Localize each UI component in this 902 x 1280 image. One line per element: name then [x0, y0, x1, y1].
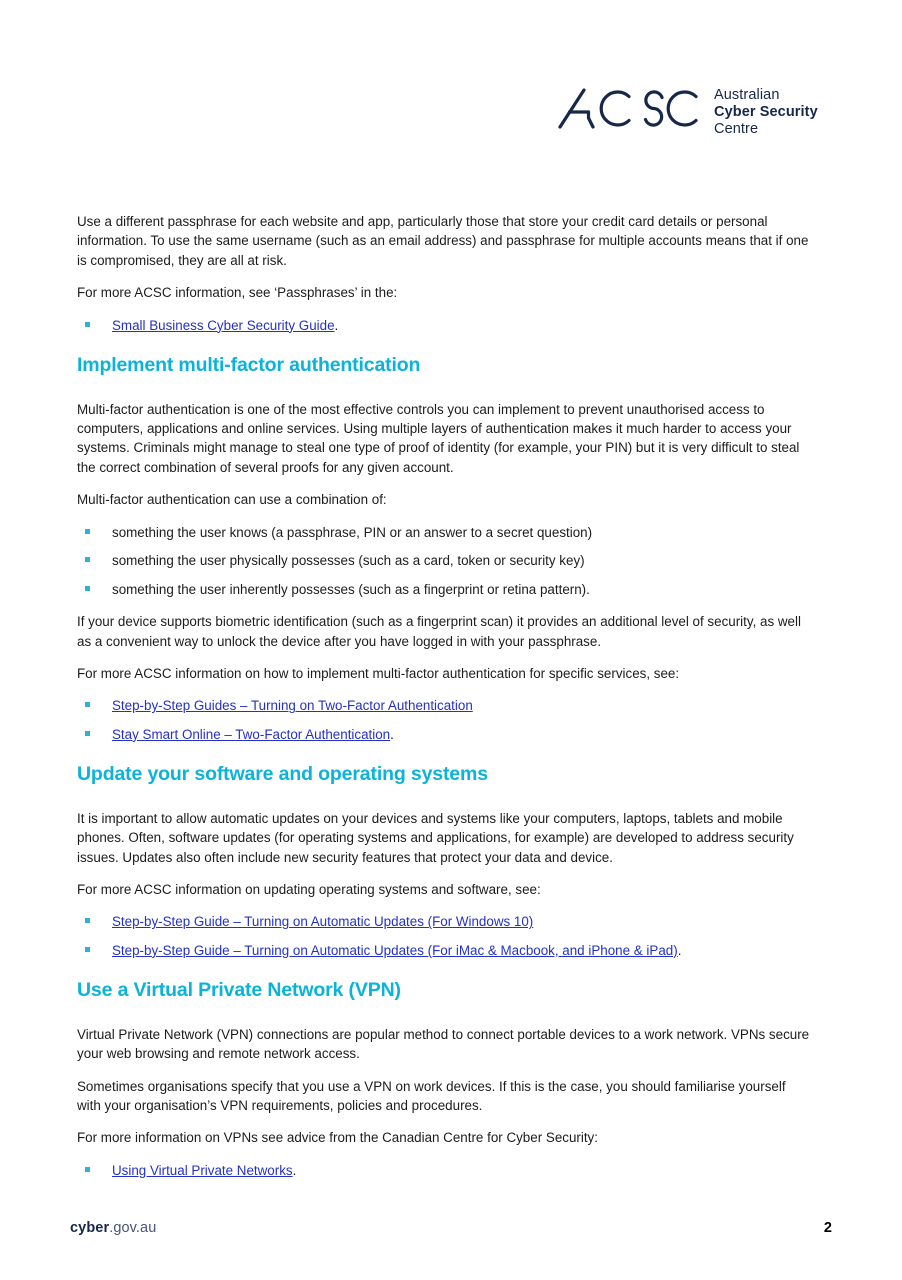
heading-update-software: Update your software and operating systems: [77, 763, 488, 786]
list-item: [77, 551, 810, 570]
list-item: [77, 696, 810, 715]
page-footer: [70, 1220, 832, 1236]
updates-paragraph-2: For more ACSC information on updating operating systems and software, see:: [77, 881, 541, 897]
list-item: [77, 912, 810, 931]
updates-paragraph-1: It is important to allow automatic updates on your devices and systems like your computers, laptops, tablets and mobile phones. Often, software updates (for operating systems and applications, for example) are developed to address security issues. Updates also often include new security features that protect your data and device.: [77, 810, 794, 865]
link-stay-smart-online-two-factor[interactable]: Stay Smart Online – Two-Factor Authentication: [112, 726, 391, 742]
bullet-square-icon: [85, 702, 90, 707]
document-body: [77, 212, 810, 1193]
list-item: [77, 725, 810, 744]
link-using-virtual-private-networks[interactable]: Using Virtual Private Networks: [112, 1162, 293, 1178]
link-step-by-step-guides-two-factor[interactable]: Step-by-Step Guides – Turning on Two-Factor Authentication: [112, 698, 473, 714]
acsc-logo: [552, 86, 818, 138]
footer-brand: [70, 1220, 156, 1236]
link-suffix: .: [677, 942, 682, 958]
mfa-factor-list: [77, 523, 810, 599]
list-item: [77, 580, 810, 599]
page-number: 2: [823, 1220, 832, 1236]
list-item-label: something the user physically possesses (such as a card, token or security key): [112, 553, 585, 569]
link-automatic-updates-windows[interactable]: Step-by-Step Guide – Turning on Automatic Updates (For Windows 10): [112, 914, 534, 930]
vpn-link-list: [77, 1161, 810, 1180]
mfa-paragraph-1: Multi-factor authentication is one of the most effective controls you can implement to prevent unauthorised access to computers, applications and online services. Using multiple layers of authentication makes it much harder to access your systems. Criminals might manage to steal one type of proof of identity (for example, your PIN) but it is very difficult to steal the correct combination of several proofs for any given account.: [77, 401, 800, 475]
list-item-label: something the user knows (a passphrase, PIN or an answer to a secret question): [112, 524, 593, 540]
link-suffix: .: [334, 317, 339, 333]
bullet-square-icon: [85, 1167, 90, 1172]
list-item: [77, 316, 810, 335]
updates-link-list: [77, 912, 810, 960]
bullet-square-icon: [85, 947, 90, 952]
link-suffix: .: [390, 726, 394, 742]
intro-link-list: [77, 316, 810, 335]
bullet-square-icon: [85, 557, 90, 562]
vpn-paragraph-3: For more information on VPNs see advice from the Canadian Centre for Cyber Security:: [77, 1130, 598, 1146]
list-item-label: something the user inherently possesses (such as a fingerprint or retina pattern).: [112, 581, 590, 597]
mfa-paragraph-2: Multi-factor authentication can use a combination of:: [77, 492, 387, 508]
heading-implement-mfa: Implement multi-factor authentication: [77, 354, 421, 377]
logo-line-centre: Centre: [714, 121, 759, 138]
mfa-paragraph-3: If your device supports biometric identification (such as a fingerprint scan) it provides an additional level of security, as well as a convenient way to unlock the device after you have logged in with your passphrase.: [77, 614, 801, 649]
bullet-square-icon: [85, 322, 90, 327]
bullet-square-icon: [85, 586, 90, 591]
list-item: [77, 523, 810, 542]
logo-line-australian: Australian: [714, 87, 780, 103]
mfa-link-list: [77, 696, 810, 744]
logo-line-cyber-security: Cyber Security: [714, 104, 818, 121]
footer-brand-bold: cyber: [70, 1220, 110, 1236]
link-suffix: .: [292, 1162, 297, 1178]
vpn-paragraph-1: Virtual Private Network (VPN) connections are popular method to connect portable devices to a work network. VPNs secure your web browsing and remote network access.: [77, 1026, 810, 1062]
bullet-square-icon: [85, 918, 90, 923]
intro-paragraph-2: For more ACSC information, see ‘Passphrases’ in the:: [77, 285, 398, 301]
link-small-business-cyber-security-guide[interactable]: Small Business Cyber Security Guide: [112, 317, 335, 333]
list-item: [77, 941, 810, 960]
heading-use-vpn: Use a Virtual Private Network (VPN): [77, 979, 401, 1002]
bullet-square-icon: [85, 529, 90, 534]
bullet-square-icon: [85, 731, 90, 736]
footer-brand-tld: .gov.au: [109, 1220, 157, 1236]
intro-paragraph-1: Use a different passphrase for each website and app, particularly those that store your credit card details or personal information. To use the same username (such as an email address) and passphrase for multiple accounts means that if one is compromised, they are all at risk.: [77, 214, 809, 268]
vpn-paragraph-2: Sometimes organisations specify that you use a VPN on work devices. If this is the case, you should familiarise yourself with your organisation’s VPN requirements, policies and procedures.: [77, 1078, 786, 1113]
list-item: [77, 1161, 810, 1180]
link-automatic-updates-apple[interactable]: Step-by-Step Guide – Turning on Automatic Updates (For iMac & Macbook, and iPhone & iPad): [112, 942, 678, 958]
acsc-logo-wordmark: [714, 87, 818, 138]
acsc-monogram-icon: [552, 86, 700, 130]
mfa-paragraph-4: For more ACSC information on how to implement multi-factor authentication for specific services, see:: [77, 665, 680, 681]
